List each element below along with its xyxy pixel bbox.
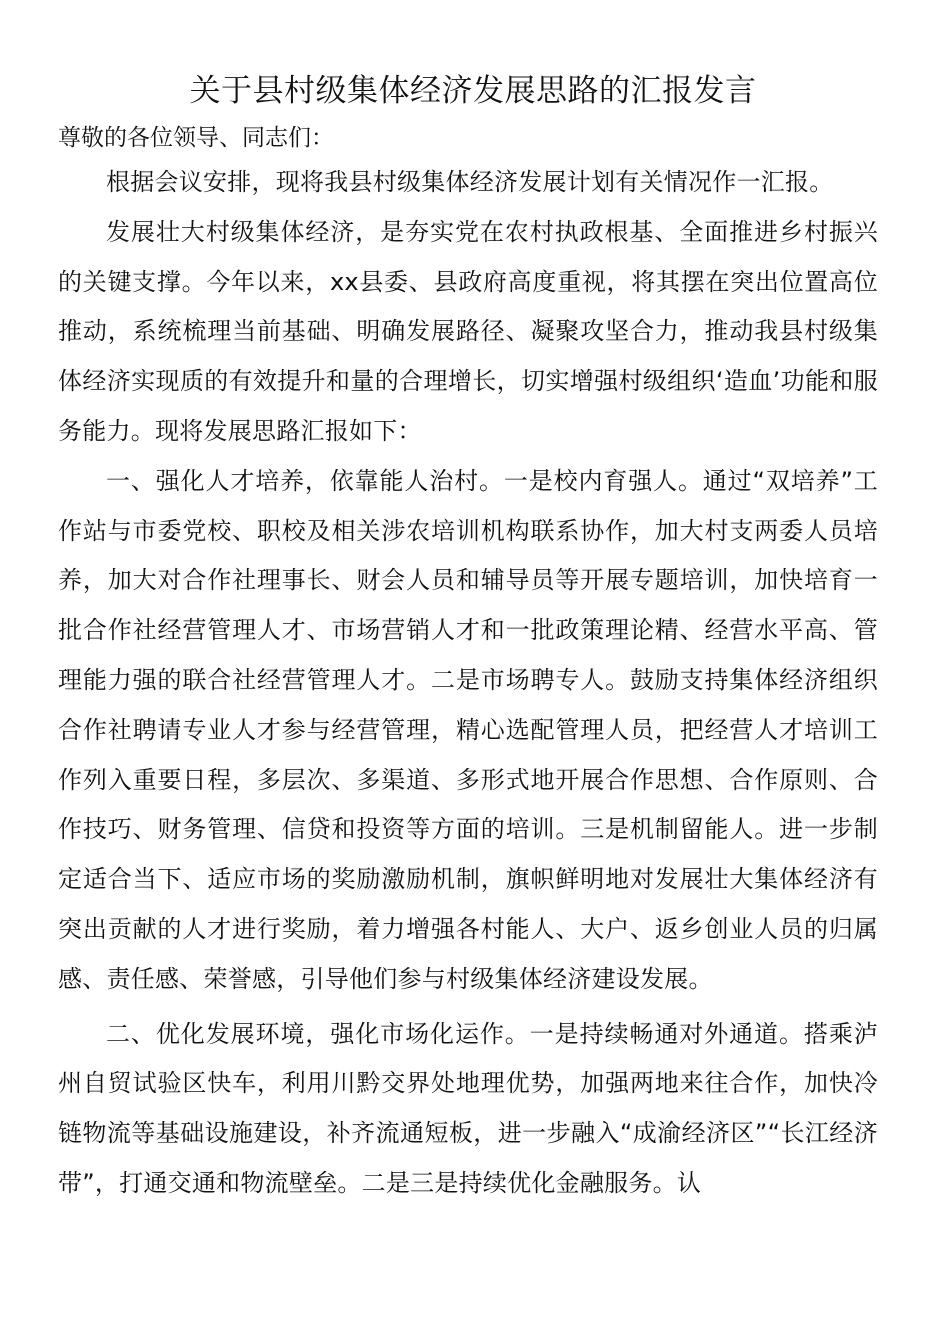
document-title: 关于县村级集体经济发展思路的汇报发言 [189, 73, 757, 109]
paragraph-intro: 根据会议安排，现将我县村级集体经济发展计划有关情况作一汇报。 [106, 168, 834, 196]
paragraph-section-2: 二、优化发展环境，强化市场化运作。一是持续畅通对外通道。搭乘泸州自贸试验区快车，利用川黔交界处地理优势，加强两地来往合作，加快冷链物流等基础设施建设，补齐流通短板，进一步融入“成渝经济区”“长江经济带”，打通交通和物流壁垒。二是三是持续优化金融服务。认 [58, 1019, 878, 1197]
paragraph-section-1: 一、强化人才培养，依靠能人治村。一是校内育强人。通过“双培养”工作站与市委党校、职校及相关涉农培训机构联系协作，加大村支两委人员培养，加大对合作社理事长、财会人员和辅导员等开展专题培训，加快培育一批合作社经营管理人才、市场营销人才和一批政策理论精、经营水平高、管理能力强的联合社经营管理人才。二是市场聘专人。鼓励支持集体经济组织合作社聘请专业人才参与经营管理，精心选配管理人员，把经营人才培训工作列入重要日程，多层次、多渠道、多形式地开展合作思想、合作原则、合作技巧、财务管理、信贷和投资等方面的培训。三是机制留能人。进一步制定适合当下、适应市场的奖励激励机制，旗帜鲜明地对发展壮大集体经济有突出贡献的人才进行奖励，着力增强各村能人、大户、返乡创业人员的归属感、责任感、荣誉感，引导他们参与村级集体经济建设发展。 [58, 466, 878, 993]
salutation: 尊敬的各位领导、同志们： [58, 125, 334, 151]
paragraph-overview: 发展壮大村级集体经济，是夯实党在农村执政根基、全面推进乡村振兴的关键支撑。今年以来，xx县委、县政府高度重视，将其摆在突出位置高位推动，系统梳理当前基础、明确发展路径、凝聚攻坚合力，推动我县村级集体经济实现质的有效提升和量的合理增长，切实增强村级组织‘造血’功能和服务能力。现将发展思路汇报如下： [58, 217, 878, 445]
